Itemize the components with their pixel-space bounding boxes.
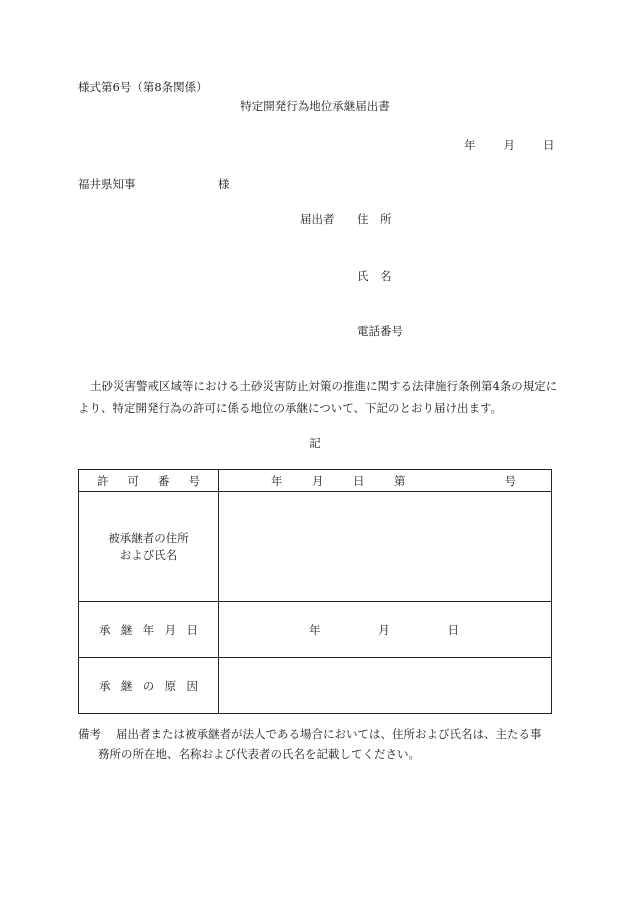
predecessor-label	[79, 492, 219, 602]
address-label: 住 所	[357, 212, 392, 226]
date-month-label: 月	[503, 138, 515, 152]
permit-number-value[interactable]	[219, 470, 552, 492]
name-label: 氏 名	[357, 269, 392, 283]
date-line	[464, 137, 555, 153]
date-day-label: 日	[543, 138, 555, 152]
succession-date-label-char: 承	[99, 622, 111, 637]
reason-label	[79, 658, 219, 714]
remarks-heading: 備考	[78, 727, 101, 741]
spacer	[435, 473, 475, 489]
succession-date-label	[79, 602, 219, 658]
permit-label-char: 可	[127, 473, 139, 488]
ki-heading: 記	[309, 436, 321, 450]
permit-label-char: 許	[97, 473, 109, 488]
permit-label-char: 号	[188, 473, 200, 488]
reason-value[interactable]	[219, 658, 552, 714]
notification-table	[78, 469, 552, 714]
permit-label-char: 番	[158, 473, 170, 488]
succession-year-label: 年	[309, 622, 321, 637]
body-text: 土砂災害警戒区域等における土砂災害防止対策の推進に関する法律施行条例第4条の規定により、特定開発行為の許可に係る地位の承継について、下記のとおり届け出ます。	[78, 379, 558, 415]
form-number: 様式第6号（第8条関係）	[78, 80, 208, 94]
succession-date-value[interactable]	[219, 602, 552, 658]
permit-go-label: 号	[504, 473, 516, 488]
remarks	[78, 724, 558, 764]
addressee-honorific: 様	[218, 177, 230, 191]
addressee: 福井県知事	[78, 177, 136, 191]
phone-label: 電話番号	[357, 324, 403, 338]
reason-label-char: の	[142, 678, 155, 693]
permit-dai-label: 第	[394, 473, 406, 488]
succession-date-label-char: 月	[164, 622, 177, 637]
permit-year-label: 年	[271, 473, 283, 488]
date-year-label: 年	[464, 138, 476, 152]
permit-number-label	[79, 470, 219, 492]
predecessor-value[interactable]	[219, 492, 552, 602]
reason-label-char: 承	[99, 678, 111, 693]
remarks-line-2: 務所の所在地、名称および代表者の氏名を記載してください。	[98, 747, 420, 761]
succession-date-label-char: 年	[142, 622, 155, 637]
succession-date-row	[79, 602, 552, 658]
reason-label-char: 継	[120, 678, 133, 693]
predecessor-label-line2: および氏名	[119, 547, 178, 562]
predecessor-label-line1: 被承継者の住所	[108, 530, 189, 545]
document-title: 特定開発行為地位承継届出書	[240, 99, 390, 113]
succession-date-label-char: 継	[120, 622, 133, 637]
permit-day-label: 日	[353, 473, 365, 488]
permit-number-row	[79, 470, 552, 492]
succession-day-label: 日	[447, 622, 459, 637]
reason-row	[79, 658, 552, 714]
remarks-line-1: 届出者または被承継者が法人である場合においては、住所および氏名は、主たる事	[116, 727, 542, 741]
applicant-label: 届出者	[300, 212, 335, 226]
reason-label-char: 因	[186, 678, 198, 693]
reason-label-char: 原	[164, 678, 177, 693]
succession-month-label: 月	[378, 622, 390, 637]
permit-month-label: 月	[312, 473, 324, 488]
predecessor-row	[79, 492, 552, 602]
succession-date-label-char: 日	[186, 622, 198, 637]
